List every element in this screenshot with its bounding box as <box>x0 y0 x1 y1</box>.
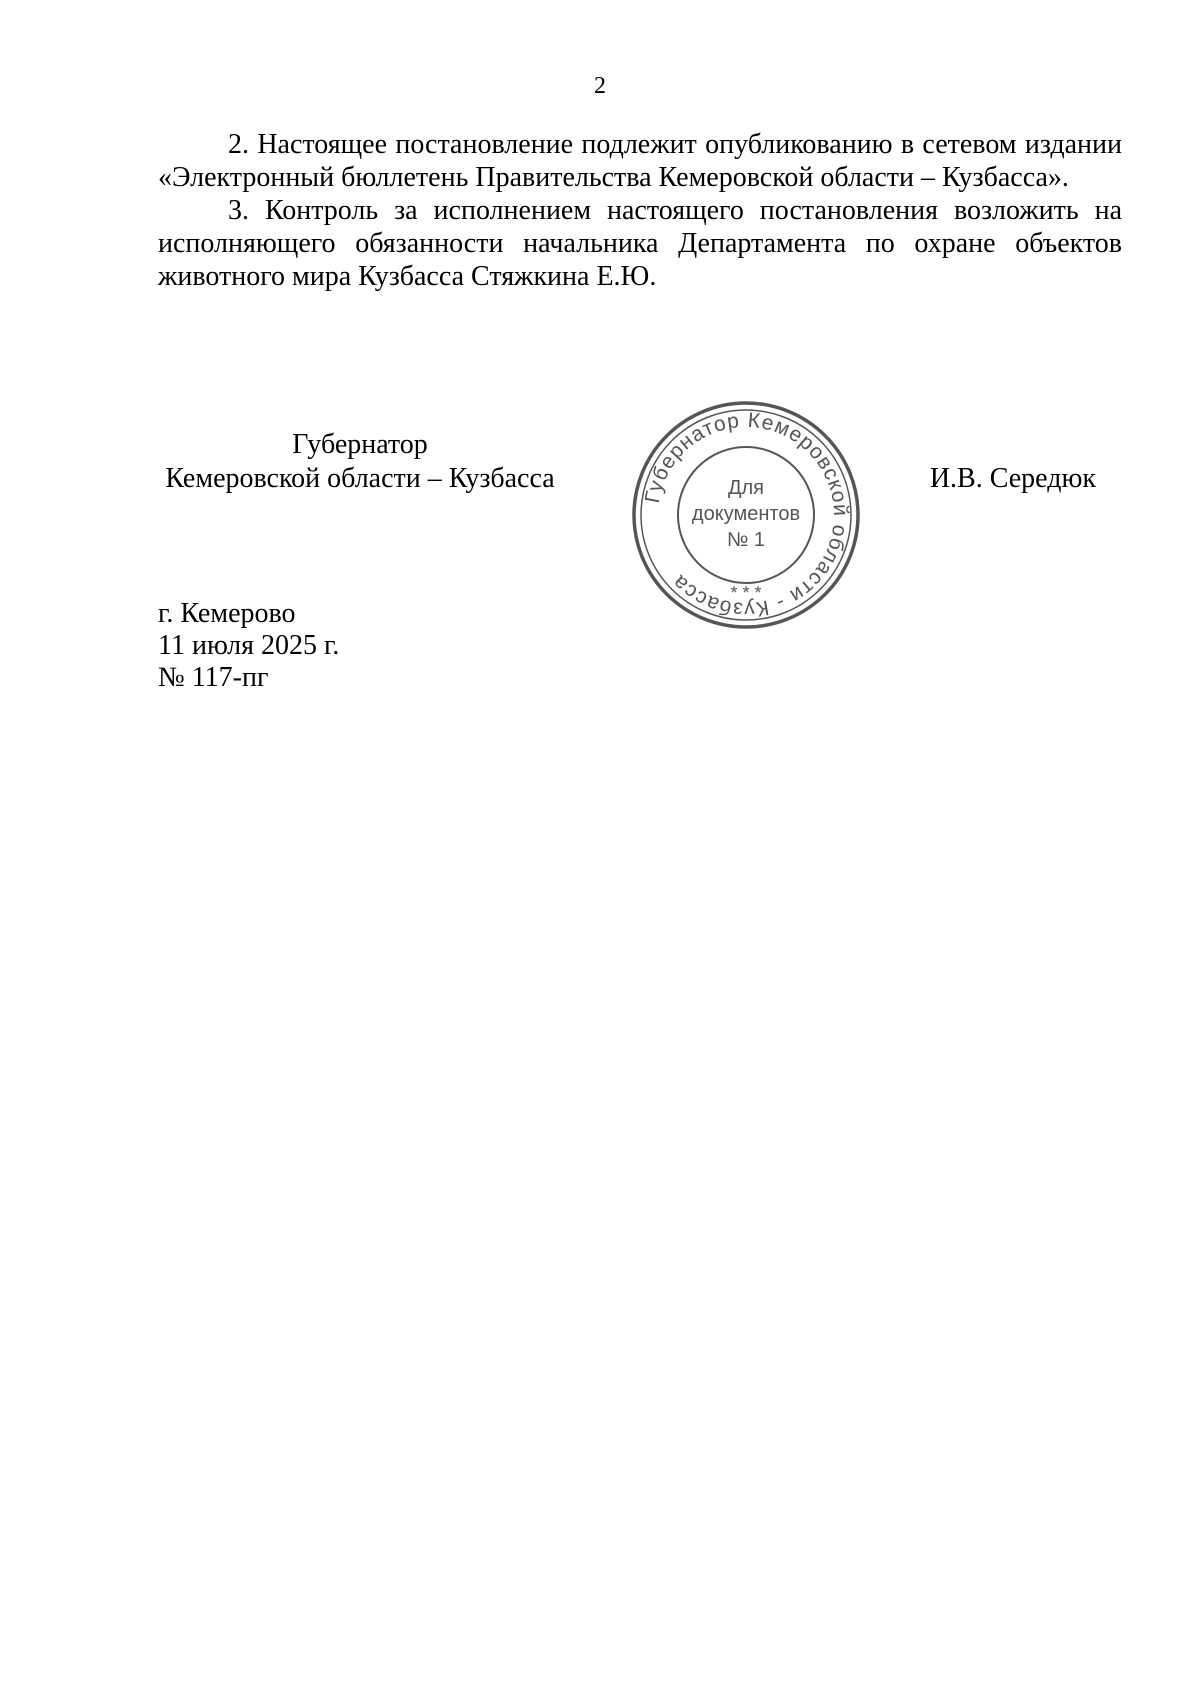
page-number: 2 <box>594 73 606 99</box>
official-stamp <box>626 395 866 635</box>
signatory-title-line2: Кемеровской области – Кузбасса <box>165 463 555 494</box>
stamp-center-line3: № 1 <box>726 529 766 551</box>
stamp-center-line2: документов <box>691 503 801 525</box>
signatory-name: И.В. Середюк <box>929 463 1096 494</box>
document-number: № 117-пг <box>158 662 269 693</box>
document-details <box>158 598 339 694</box>
document-body <box>158 128 1122 293</box>
stamp-center-line1: Для <box>727 477 765 499</box>
document-date: 11 июля 2025 г. <box>158 630 340 661</box>
signatory-title <box>150 428 570 496</box>
paragraph-control: 3. Контроль за исполнением настоящего постановления возложить на исполняющего обязанности начальника Департамента по охране объектов животного мира Кузбасса Стяжкина Е.Ю. <box>158 195 1122 292</box>
stamp-ring-text: Губернатор Кемеровской области - Кузбасса <box>640 408 853 622</box>
stamp-stars: * * * <box>730 583 762 603</box>
paragraph-publication: 2. Настоящее постановление подлежит опубликованию в сетевом издании «Электронный бюллетень Правительства Кемеровской области – Кузбасса». <box>158 129 1122 193</box>
signatory-title-line1: Губернатор <box>292 429 428 460</box>
document-city: г. Кемерово <box>158 598 296 629</box>
stamp-graphic <box>626 395 866 635</box>
